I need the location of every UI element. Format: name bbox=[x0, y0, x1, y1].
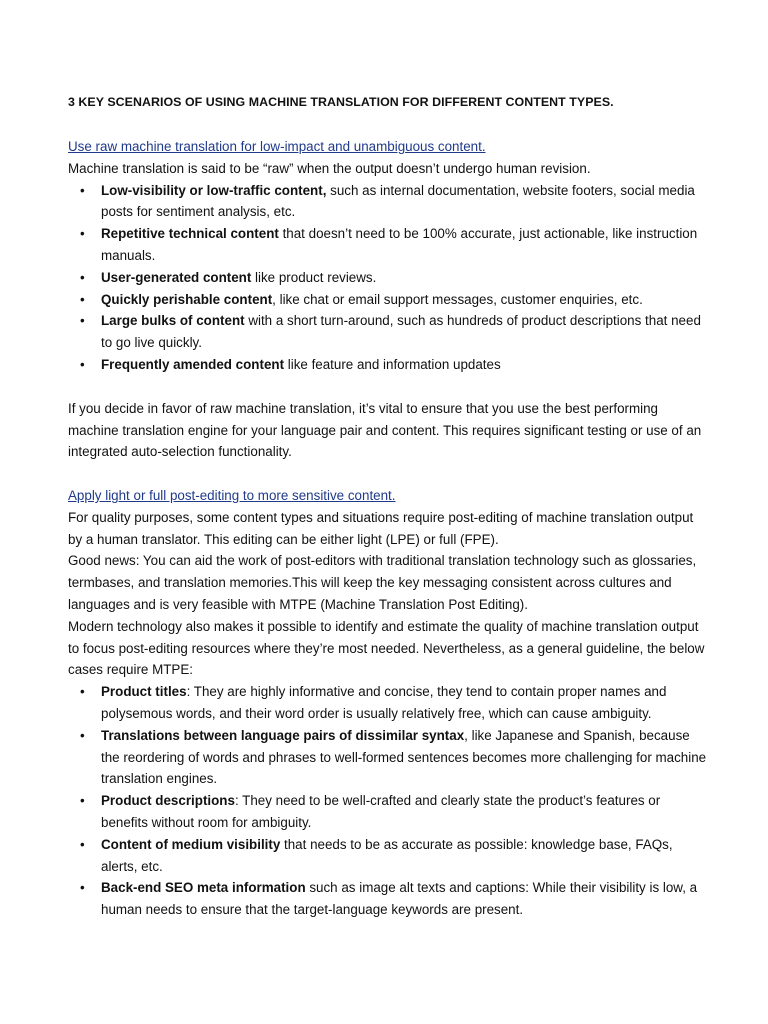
bullet-icon: • bbox=[80, 356, 85, 372]
list-item bbox=[68, 180, 708, 224]
bullet-icon: • bbox=[80, 836, 85, 852]
item-bold: Product titles bbox=[101, 684, 187, 700]
item-bold: Large bulks of content bbox=[101, 313, 245, 329]
paragraph: Good news: You can aid the work of post-editors with traditional translation technology such as glossaries, termbases, and translation memories.This will keep the key messaging consistent across cultures and languages and is very feasible with MTPE (Machine Translation Post Editing). bbox=[68, 553, 697, 612]
item-bold: Content of medium visibility bbox=[101, 836, 281, 852]
bullet-icon: • bbox=[80, 291, 85, 307]
item-bold: Product descriptions bbox=[101, 793, 235, 809]
bullet-icon: • bbox=[80, 880, 85, 896]
bullet-icon: • bbox=[80, 727, 85, 743]
item-text: such as image alt texts and captions: While their visibility is low, a human needs to ensure that the target-language keywords are present. bbox=[101, 880, 698, 918]
section-post-editing bbox=[68, 485, 708, 921]
list-item bbox=[68, 725, 708, 790]
item-text: that doesn’t need to be 100% accurate, just actionable, like instruction manuals. bbox=[101, 226, 698, 263]
bullet-icon: • bbox=[80, 182, 85, 198]
list-item bbox=[68, 354, 708, 376]
list-item bbox=[68, 877, 708, 921]
bullet-icon: • bbox=[80, 269, 85, 285]
list-item bbox=[68, 310, 708, 354]
list-item bbox=[68, 267, 708, 289]
item-text: like product reviews. bbox=[251, 269, 377, 285]
list-item bbox=[68, 223, 708, 267]
bullet-list bbox=[68, 681, 708, 921]
item-bold: User-generated content bbox=[101, 269, 252, 285]
item-text: , like Japanese and Spanish, because the reordering of words and phrases to well-formed sentences becomes more challenging for machine translation engines. bbox=[101, 727, 707, 787]
item-text: : They need to be well-crafted and clearly state the product’s features or benefits without room for ambiguity. bbox=[101, 793, 661, 830]
list-item bbox=[68, 834, 708, 878]
item-bold: Quickly perishable content bbox=[101, 291, 273, 307]
paragraph: For quality purposes, some content types and situations require post-editing of machine translation output by a human translator. This editing can be either light (LPE) or full (FPE). bbox=[68, 509, 694, 547]
item-text: such as internal documentation, website footers, social media posts for sentiment analysis, etc. bbox=[101, 182, 695, 220]
item-bold: Translations between language pairs of dissimilar syntax bbox=[101, 727, 465, 743]
item-text: with a short turn-around, such as hundreds of product descriptions that need to go live quickly. bbox=[101, 313, 701, 351]
section-intro: Machine translation is said to be “raw” when the output doesn’t undergo human revision. bbox=[68, 160, 591, 176]
bullet-list bbox=[68, 180, 708, 376]
item-text: , like chat or email support messages, customer enquiries, etc. bbox=[272, 291, 643, 307]
item-text: like feature and information updates bbox=[284, 356, 501, 372]
item-text: that needs to be as accurate as possible: knowledge base, FAQs, alerts, etc. bbox=[101, 836, 673, 874]
section-heading: Apply light or full post-editing to more sensitive content. bbox=[68, 488, 396, 503]
document-title: 3 KEY SCENARIOS OF USING MACHINE TRANSLATION FOR DIFFERENT CONTENT TYPES. bbox=[68, 95, 614, 109]
item-text: : They are highly informative and concise, they tend to contain proper names and polysemous words, and their word order is usually relatively free, which can cause ambiguity. bbox=[101, 684, 667, 721]
section-closing: If you decide in favor of raw machine translation, it’s vital to ensure that you use the best performing machine translation engine for your language pair and content. This requires significant testing or use of an integrated auto-selection functionality. bbox=[68, 400, 702, 460]
item-bold: Repetitive technical content bbox=[101, 226, 279, 242]
bullet-icon: • bbox=[80, 313, 85, 329]
bullet-icon: • bbox=[80, 793, 85, 809]
list-item bbox=[68, 289, 708, 311]
bullet-icon: • bbox=[80, 226, 85, 242]
list-item bbox=[68, 790, 708, 834]
item-bold: Frequently amended content bbox=[101, 356, 285, 372]
section-raw-mt bbox=[68, 136, 708, 463]
paragraph: Modern technology also makes it possible to identify and estimate the quality of machine translation output to focus post-editing resources where they’re most needed. Nevertheless, as a general guideline, the below cases require MTPE: bbox=[68, 618, 705, 678]
section-heading: Use raw machine translation for low-impact and unambiguous content. bbox=[68, 139, 486, 154]
item-bold: Low-visibility or low-traffic content, bbox=[101, 182, 327, 198]
bullet-icon: • bbox=[80, 684, 85, 700]
list-item bbox=[68, 681, 708, 725]
item-bold: Back-end SEO meta information bbox=[101, 880, 306, 896]
